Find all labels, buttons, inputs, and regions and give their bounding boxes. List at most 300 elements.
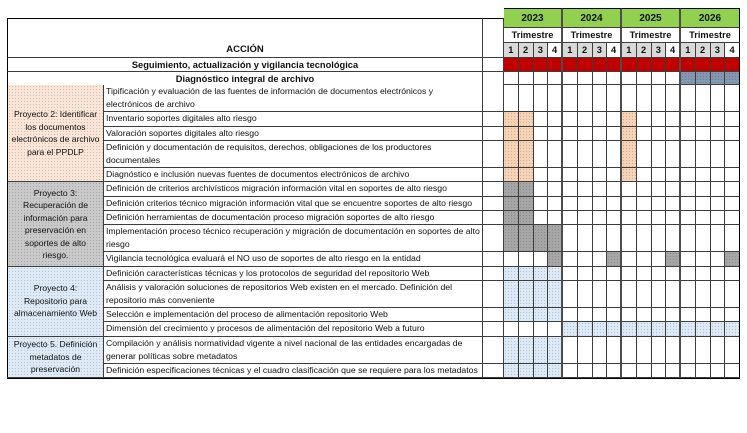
- schedule-cell: [548, 322, 563, 336]
- schedule-cell: [681, 337, 696, 364]
- schedule-cell: [681, 197, 696, 211]
- schedule-cell: [637, 211, 652, 225]
- schedule-cell: [593, 168, 608, 182]
- schedule-cell: [593, 58, 608, 72]
- schedule-cell: [725, 168, 740, 182]
- schedule-cell: [593, 72, 608, 85]
- schedule-cell: [534, 322, 549, 336]
- schedule-cell: [563, 337, 578, 364]
- action-label: Inventario soportes digitales alto riesgo: [104, 112, 483, 126]
- schedule-cell: [563, 112, 578, 126]
- schedule-cell: [696, 252, 711, 266]
- schedule-cell: [681, 364, 696, 378]
- schedule-cell: [725, 72, 740, 85]
- quarter-number-cell: 1: [622, 43, 637, 58]
- schedule-cell: [593, 267, 608, 281]
- schedule-cell: [519, 197, 534, 211]
- schedule-cell: [578, 197, 593, 211]
- schedule-cell: [548, 168, 563, 182]
- project-label: Proyecto 2: Identificar los documentos electrónicos de archivo para el PPDLP: [7, 85, 104, 182]
- schedule-cell: [637, 58, 652, 72]
- schedule-cell: [548, 267, 563, 281]
- schedule-cell: [563, 211, 578, 225]
- action-label: Análisis y valoración soluciones de repositorios Web existen en el mercado. Definición del repositorio más conveniente: [104, 281, 483, 308]
- trimestre-label: Trimestre: [681, 28, 740, 43]
- spacer-cell: [483, 211, 504, 225]
- schedule-cell: [637, 182, 652, 196]
- schedule-cell: [578, 85, 593, 112]
- schedule-cell: [504, 182, 519, 196]
- schedule-cell: [578, 141, 593, 168]
- schedule-cell: [578, 308, 593, 322]
- schedule-cell: [563, 322, 578, 336]
- schedule-cell: [563, 127, 578, 141]
- schedule-cell: [652, 281, 667, 308]
- schedule-cell: [696, 364, 711, 378]
- action-label: Tipificación y evaluación de las fuentes de información de documentos electrónicos y electrónicos de archivo: [104, 85, 483, 112]
- schedule-cell: [711, 337, 726, 364]
- schedule-cell: [711, 281, 726, 308]
- schedule-cell: [711, 197, 726, 211]
- schedule-cell: [696, 308, 711, 322]
- schedule-cell: [504, 267, 519, 281]
- schedule-cell: [666, 141, 681, 168]
- trimestre-label: Trimestre: [622, 28, 681, 43]
- project-label: Proyecto 3: Recuperación de información para preservación en soportes de alto riesgo.: [7, 182, 104, 266]
- schedule-cell: [607, 211, 622, 225]
- schedule-cell: [578, 112, 593, 126]
- schedule-cell: [725, 141, 740, 168]
- schedule-cell: [622, 197, 637, 211]
- spacer-cell: [483, 225, 504, 252]
- schedule-cell: [637, 364, 652, 378]
- phase-row-label: Diagnóstico integral de archivo: [7, 72, 483, 86]
- schedule-cell: [652, 127, 667, 141]
- schedule-cell: [504, 58, 519, 72]
- schedule-cell: [622, 281, 637, 308]
- schedule-cell: [725, 58, 740, 72]
- schedule-cell: [652, 364, 667, 378]
- schedule-cell: [622, 168, 637, 182]
- schedule-cell: [534, 211, 549, 225]
- schedule-cell: [637, 141, 652, 168]
- action-label: Implementación proceso técnico recuperación y migración de documentación en soportes de alto riesgo: [104, 225, 483, 252]
- schedule-cell: [593, 281, 608, 308]
- schedule-cell: [637, 127, 652, 141]
- project-label: Proyecto 4: Repositorio para almacenamiento Web: [7, 267, 104, 337]
- year-cell: 2023: [504, 8, 563, 28]
- schedule-cell: [711, 322, 726, 336]
- schedule-cell: [681, 58, 696, 72]
- schedule-cell: [504, 225, 519, 252]
- schedule-cell: [711, 85, 726, 112]
- schedule-cell: [696, 267, 711, 281]
- schedule-cell: [696, 337, 711, 364]
- phase-row-label: Seguimiento, actualización y vigilancia tecnológica: [7, 58, 483, 72]
- spacer-cell: [483, 308, 504, 322]
- schedule-cell: [637, 267, 652, 281]
- spacer-cell: [483, 58, 504, 72]
- schedule-cell: [637, 72, 652, 85]
- schedule-cell: [711, 252, 726, 266]
- schedule-cell: [607, 72, 622, 85]
- schedule-cell: [681, 85, 696, 112]
- spacer-cell: [483, 322, 504, 336]
- schedule-cell: [563, 197, 578, 211]
- schedule-cell: [563, 267, 578, 281]
- schedule-cell: [637, 197, 652, 211]
- schedule-cell: [652, 252, 667, 266]
- schedule-cell: [666, 281, 681, 308]
- schedule-cell: [681, 308, 696, 322]
- action-label: Definición criterios técnico migración información vital que se encuentre soportes de alto riesgo: [104, 197, 483, 211]
- schedule-cell: [681, 225, 696, 252]
- schedule-cell: [534, 308, 549, 322]
- schedule-cell: [696, 211, 711, 225]
- schedule-cell: [652, 211, 667, 225]
- schedule-cell: [563, 281, 578, 308]
- schedule-cell: [696, 141, 711, 168]
- schedule-cell: [548, 141, 563, 168]
- schedule-cell: [607, 337, 622, 364]
- schedule-cell: [607, 322, 622, 336]
- spacer-cell: [483, 112, 504, 126]
- schedule-cell: [519, 364, 534, 378]
- schedule-cell: [622, 364, 637, 378]
- schedule-cell: [637, 337, 652, 364]
- schedule-cell: [666, 211, 681, 225]
- schedule-cell: [607, 308, 622, 322]
- schedule-cell: [711, 72, 726, 85]
- schedule-cell: [652, 58, 667, 72]
- schedule-cell: [681, 252, 696, 266]
- quarter-number-cell: 4: [548, 43, 563, 58]
- schedule-cell: [504, 281, 519, 308]
- schedule-cell: [637, 168, 652, 182]
- schedule-cell: [681, 72, 696, 85]
- schedule-cell: [622, 322, 637, 336]
- schedule-cell: [607, 267, 622, 281]
- action-label: Definición de criterios archivísticos migración información vital en soportes de alto riesgo: [104, 182, 483, 196]
- schedule-cell: [563, 141, 578, 168]
- schedule-cell: [578, 182, 593, 196]
- schedule-cell: [593, 112, 608, 126]
- project-label: Proyecto 5. Definición metadatos de preservación: [7, 337, 104, 379]
- schedule-cell: [696, 112, 711, 126]
- spacer-cell: [483, 197, 504, 211]
- schedule-cell: [725, 211, 740, 225]
- schedule-cell: [534, 58, 549, 72]
- schedule-cell: [622, 112, 637, 126]
- schedule-cell: [548, 308, 563, 322]
- schedule-cell: [563, 225, 578, 252]
- schedule-cell: [725, 322, 740, 336]
- schedule-cell: [607, 252, 622, 266]
- spacer-cell: [483, 337, 504, 364]
- schedule-cell: [534, 364, 549, 378]
- schedule-cell: [681, 112, 696, 126]
- schedule-cell: [607, 168, 622, 182]
- schedule-cell: [696, 225, 711, 252]
- schedule-cell: [607, 127, 622, 141]
- schedule-cell: [725, 112, 740, 126]
- quarter-number-cell: 1: [681, 43, 696, 58]
- schedule-cell: [696, 168, 711, 182]
- schedule-cell: [711, 112, 726, 126]
- schedule-cell: [637, 112, 652, 126]
- schedule-cell: [725, 127, 740, 141]
- schedule-cell: [652, 182, 667, 196]
- schedule-cell: [696, 85, 711, 112]
- schedule-cell: [711, 141, 726, 168]
- schedule-cell: [652, 267, 667, 281]
- schedule-cell: [548, 58, 563, 72]
- schedule-cell: [666, 197, 681, 211]
- schedule-cell: [504, 141, 519, 168]
- schedule-cell: [519, 141, 534, 168]
- schedule-cell: [578, 72, 593, 85]
- schedule-cell: [607, 182, 622, 196]
- schedule-cell: [548, 182, 563, 196]
- quarter-number-cell: 2: [637, 43, 652, 58]
- schedule-cell: [593, 211, 608, 225]
- schedule-cell: [622, 85, 637, 112]
- schedule-cell: [534, 281, 549, 308]
- schedule-cell: [563, 85, 578, 112]
- schedule-cell: [519, 168, 534, 182]
- schedule-cell: [725, 225, 740, 252]
- schedule-cell: [711, 267, 726, 281]
- quarter-number-cell: 1: [563, 43, 578, 58]
- schedule-cell: [578, 211, 593, 225]
- schedule-cell: [652, 225, 667, 252]
- schedule-cell: [725, 182, 740, 196]
- schedule-cell: [534, 72, 549, 85]
- schedule-cell: [666, 364, 681, 378]
- schedule-cell: [622, 211, 637, 225]
- schedule-cell: [666, 252, 681, 266]
- schedule-cell: [652, 308, 667, 322]
- spacer-cell: [483, 252, 504, 266]
- schedule-cell: [548, 112, 563, 126]
- schedule-cell: [711, 58, 726, 72]
- schedule-cell: [519, 72, 534, 85]
- schedule-cell: [711, 308, 726, 322]
- schedule-cell: [622, 72, 637, 85]
- quarter-number-cell: 1: [504, 43, 519, 58]
- quarter-number-cell: 3: [711, 43, 726, 58]
- schedule-cell: [637, 85, 652, 112]
- schedule-cell: [681, 168, 696, 182]
- schedule-cell: [504, 337, 519, 364]
- accion-header: ACCIÓN: [7, 18, 483, 58]
- schedule-cell: [578, 58, 593, 72]
- schedule-cell: [593, 364, 608, 378]
- schedule-cell: [548, 281, 563, 308]
- schedule-cell: [534, 112, 549, 126]
- schedule-cell: [534, 252, 549, 266]
- schedule-cell: [607, 58, 622, 72]
- schedule-cell: [666, 112, 681, 126]
- schedule-cell: [681, 182, 696, 196]
- schedule-cell: [578, 252, 593, 266]
- schedule-cell: [725, 197, 740, 211]
- schedule-cell: [593, 85, 608, 112]
- schedule-cell: [534, 127, 549, 141]
- schedule-cell: [578, 225, 593, 252]
- schedule-cell: [666, 267, 681, 281]
- schedule-cell: [548, 197, 563, 211]
- schedule-cell: [519, 252, 534, 266]
- schedule-cell: [725, 364, 740, 378]
- trimestre-label: Trimestre: [563, 28, 622, 43]
- schedule-cell: [666, 337, 681, 364]
- spacer-cell: [483, 281, 504, 308]
- schedule-cell: [725, 267, 740, 281]
- schedule-cell: [519, 308, 534, 322]
- schedule-cell: [622, 127, 637, 141]
- schedule-cell: [696, 182, 711, 196]
- schedule-cell: [696, 127, 711, 141]
- schedule-cell: [681, 281, 696, 308]
- schedule-cell: [504, 322, 519, 336]
- schedule-cell: [519, 322, 534, 336]
- schedule-cell: [622, 337, 637, 364]
- schedule-cell: [681, 211, 696, 225]
- schedule-cell: [622, 225, 637, 252]
- schedule-cell: [534, 182, 549, 196]
- schedule-cell: [563, 168, 578, 182]
- schedule-cell: [563, 58, 578, 72]
- schedule-cell: [622, 267, 637, 281]
- schedule-cell: [725, 85, 740, 112]
- schedule-cell: [666, 322, 681, 336]
- schedule-cell: [725, 252, 740, 266]
- schedule-cell: [637, 252, 652, 266]
- quarter-number-cell: 3: [652, 43, 667, 58]
- action-label: Dimensión del crecimiento y procesos de alimentación del repositorio Web a futuro: [104, 322, 483, 336]
- schedule-cell: [666, 168, 681, 182]
- schedule-cell: [548, 211, 563, 225]
- schedule-cell: [622, 252, 637, 266]
- schedule-cell: [652, 85, 667, 112]
- schedule-cell: [607, 141, 622, 168]
- schedule-cell: [593, 197, 608, 211]
- action-label: Diagnóstico e inclusión nuevas fuentes de documentos electrónicos de archivo: [104, 168, 483, 182]
- schedule-table: [7, 8, 740, 379]
- schedule-cell: [622, 308, 637, 322]
- schedule-cell: [504, 85, 519, 112]
- schedule-cell: [681, 322, 696, 336]
- schedule-cell: [519, 85, 534, 112]
- spacer-cell: [483, 127, 504, 141]
- schedule-cell: [607, 364, 622, 378]
- schedule-cell: [504, 197, 519, 211]
- schedule-cell: [534, 337, 549, 364]
- quarter-number-cell: 2: [696, 43, 711, 58]
- schedule-cell: [548, 337, 563, 364]
- schedule-cell: [637, 281, 652, 308]
- spacer-cell: [483, 182, 504, 196]
- schedule-cell: [607, 281, 622, 308]
- schedule-cell: [725, 337, 740, 364]
- schedule-cell: [519, 211, 534, 225]
- schedule-cell: [622, 182, 637, 196]
- schedule-cell: [578, 168, 593, 182]
- schedule-cell: [504, 211, 519, 225]
- schedule-cell: [593, 182, 608, 196]
- schedule-cell: [696, 322, 711, 336]
- schedule-cell: [666, 85, 681, 112]
- spacer-cell: [483, 168, 504, 182]
- schedule-cell: [711, 225, 726, 252]
- schedule-cell: [534, 85, 549, 112]
- schedule-cell: [593, 322, 608, 336]
- schedule-cell: [593, 141, 608, 168]
- schedule-cell: [652, 112, 667, 126]
- action-label: Definición y documentación de requisitos, derechos, obligaciones de los productores documentales: [104, 141, 483, 168]
- schedule-cell: [519, 225, 534, 252]
- quarter-number-cell: 2: [578, 43, 593, 58]
- trimestre-label: Trimestre: [504, 28, 563, 43]
- schedule-cell: [681, 267, 696, 281]
- schedule-cell: [534, 225, 549, 252]
- schedule-cell: [666, 127, 681, 141]
- schedule-cell: [711, 127, 726, 141]
- quarter-number-cell: 4: [607, 43, 622, 58]
- schedule-cell: [534, 168, 549, 182]
- schedule-cell: [652, 141, 667, 168]
- schedule-cell: [725, 281, 740, 308]
- spacer-cell: [483, 267, 504, 281]
- schedule-cell: [593, 337, 608, 364]
- schedule-cell: [666, 72, 681, 85]
- quarter-number-cell: 3: [593, 43, 608, 58]
- schedule-cell: [519, 337, 534, 364]
- schedule-cell: [711, 364, 726, 378]
- schedule-cell: [607, 85, 622, 112]
- schedule-cell: [607, 225, 622, 252]
- schedule-cell: [563, 364, 578, 378]
- schedule-cell: [578, 322, 593, 336]
- schedule-cell: [519, 281, 534, 308]
- schedule-cell: [711, 168, 726, 182]
- schedule-cell: [548, 127, 563, 141]
- schedule-cell: [504, 168, 519, 182]
- schedule-cell: [504, 112, 519, 126]
- schedule-cell: [504, 308, 519, 322]
- schedule-cell: [607, 112, 622, 126]
- action-label: Compilación y análisis normatividad vigente a nivel nacional de las entidades encargadas de generar políticas sobre metadatos: [104, 337, 483, 364]
- schedule-cell: [681, 127, 696, 141]
- schedule-cell: [548, 364, 563, 378]
- schedule-cell: [622, 141, 637, 168]
- schedule-cell: [593, 225, 608, 252]
- schedule-cell: [593, 252, 608, 266]
- schedule-cell: [666, 225, 681, 252]
- schedule-cell: [696, 72, 711, 85]
- schedule-cell: [504, 252, 519, 266]
- schedule-cell: [652, 168, 667, 182]
- action-label: Definición especificaciones técnicas y el cuadro clasificación que se requiere para los metadatos: [104, 364, 483, 378]
- schedule-cell: [666, 308, 681, 322]
- schedule-cell: [725, 308, 740, 322]
- schedule-cell: [548, 72, 563, 85]
- schedule-cell: [519, 58, 534, 72]
- schedule-cell: [519, 127, 534, 141]
- schedule-cell: [548, 252, 563, 266]
- schedule-cell: [504, 364, 519, 378]
